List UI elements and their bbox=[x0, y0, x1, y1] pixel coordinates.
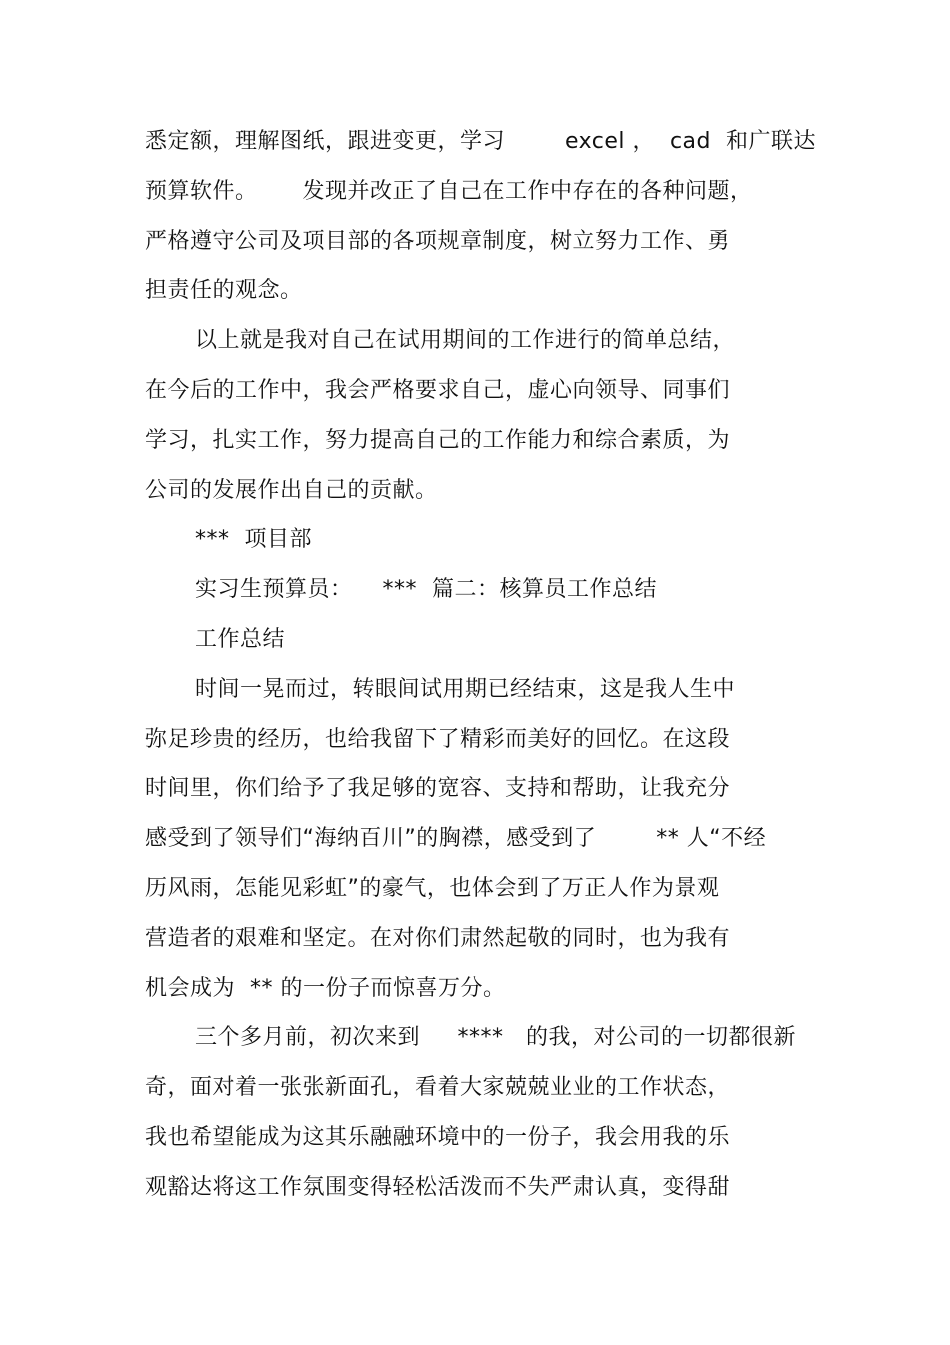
text-line-5: 以上就是我对自己在试用期间的工作进行的简单总结， bbox=[195, 328, 736, 353]
text-line-9: *** 项目部 bbox=[195, 527, 312, 552]
text-line-2: 预算软件。 发现并改正了自己在工作中存在的各种问题， bbox=[145, 179, 753, 204]
text-line-22: 观豁达将这工作氛围变得轻松活泼而不失严肃认真，变得甜 bbox=[145, 1175, 731, 1200]
text-line-1: 悉定额，理解图纸，跟进变更，学习 excel ， cad 和广联达 bbox=[145, 129, 816, 154]
text-line-15: 感受到了领导们“海纳百川”的胸襟，感受到了 ** 人“不经 bbox=[145, 826, 767, 851]
text-line-3: 严格遵守公司及项目部的各项规章制度，树立努力工作、勇 bbox=[145, 229, 731, 254]
text-line-11: 工作总结 bbox=[195, 627, 286, 652]
text-line-4: 担责任的观念。 bbox=[145, 278, 303, 303]
text-line-21: 我也希望能成为这其乐融融环境中的一份子，我会用我的乐 bbox=[145, 1125, 731, 1150]
text-line-10: 实习生预算员： *** 篇二：核算员工作总结 bbox=[195, 577, 657, 602]
text-line-7: 学习，扎实工作，努力提高自己的工作能力和综合素质，为 bbox=[145, 428, 731, 453]
text-line-12: 时间一晃而过，转眼间试用期已经结束，这是我人生中 bbox=[195, 677, 736, 702]
text-line-16: 历风雨，怎能见彩虹”的豪气，也体会到了万正人作为景观 bbox=[145, 876, 720, 901]
text-line-19: 三个多月前，初次来到 **** 的我，对公司的一切都很新 bbox=[195, 1025, 796, 1050]
text-line-18: 机会成为 ** 的一份子而惊喜万分。 bbox=[145, 976, 506, 1001]
text-line-6: 在今后的工作中，我会严格要求自己，虚心向领导、同事们 bbox=[145, 378, 731, 403]
text-line-13: 弥足珍贵的经历，也给我留下了精彩而美好的回忆。在这段 bbox=[145, 727, 731, 752]
text-line-14: 时间里，你们给予了我足够的宽容、支持和帮助，让我充分 bbox=[145, 776, 731, 801]
text-line-20: 奇，面对着一张张新面孔，看着大家兢兢业业的工作状态， bbox=[145, 1075, 731, 1100]
text-line-17: 营造者的艰难和坚定。在对你们肃然起敬的同时，也为我有 bbox=[145, 926, 731, 951]
text-line-8: 公司的发展作出自己的贡献。 bbox=[145, 478, 438, 503]
